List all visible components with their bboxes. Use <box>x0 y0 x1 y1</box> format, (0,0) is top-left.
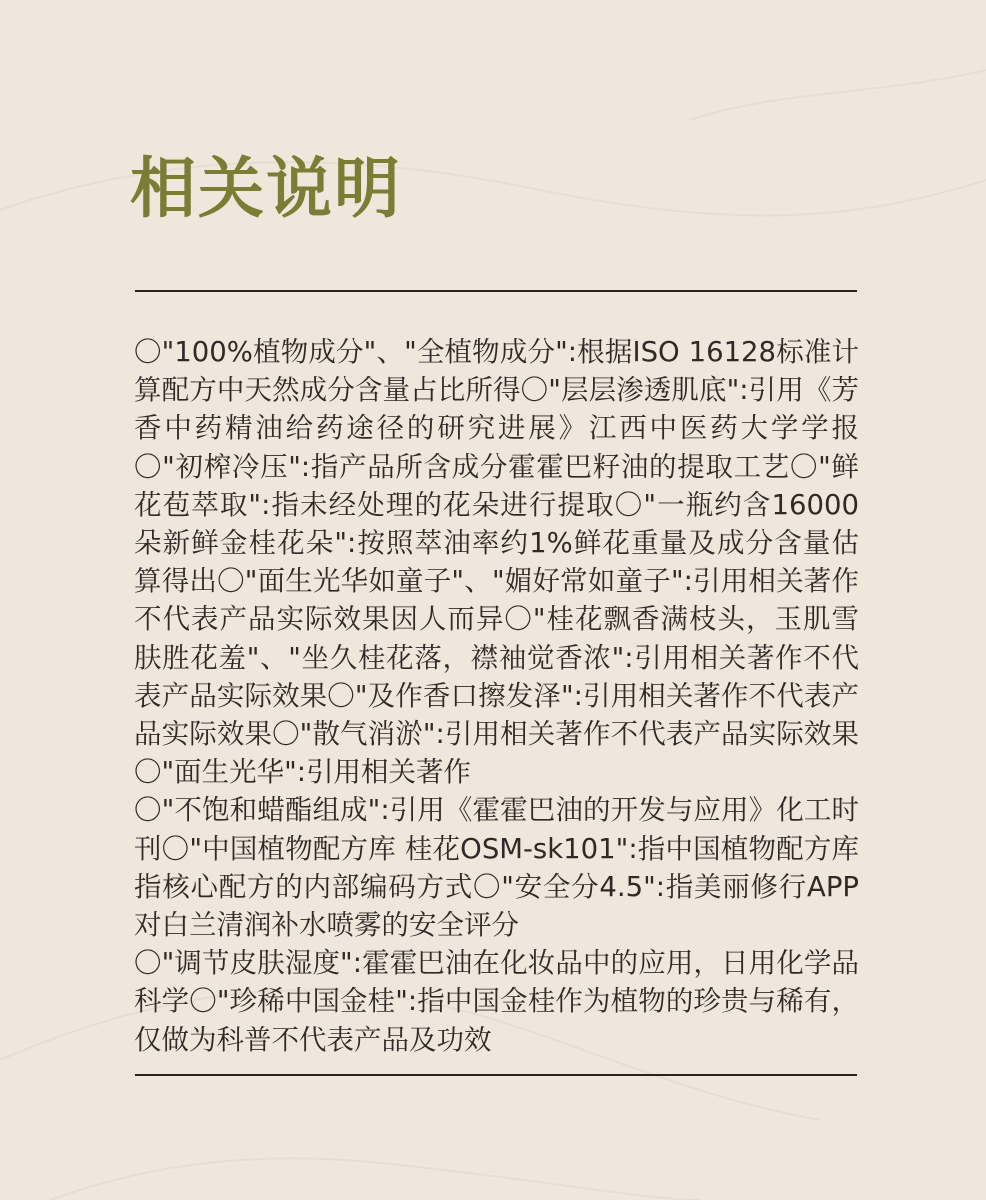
bottom-divider <box>135 1074 857 1076</box>
page-title: 相关说明 <box>130 150 402 227</box>
top-divider <box>135 290 857 292</box>
disclaimer-notes <box>134 333 859 1059</box>
notes-paragraph-3: 〇"调节皮肤湿度":霍霍巴油在化妆品中的应用，日用化学品科学〇"珍稀中国金桂":指中国金桂作为植物的珍贵与稀有，仅做为科普不代表产品及功效 <box>134 947 859 1056</box>
notes-paragraph-1: 〇"100%植物成分"、"全植物成分":根据ISO 16128标准计算配方中天然成分含量占比所得〇"层层渗透肌底":引用《芳香中药精油给药途径的研究进展》江西中医药大学学报〇"初榨冷压":指产品所含成分霍霍巴籽油的提取工艺〇"鲜花苞萃取":指未经处理的花朵进行提取〇"一瓶约含16000朵新鲜金桂花朵":按照萃油率约1%鲜花重量及成分含量估算得出〇"面生光华如童子"、"媚好常如童子":引用相关著作不代表产品实际效果因人而异〇"桂花飘香满枝头，玉肌雪肤胜花羞"、"坐久桂花落，襟袖觉香浓":引用相关著作不代表产品实际效果〇"及作香口擦发泽":引用相关著作不代表产品实际效果〇"散气消淤":引用相关著作不代表产品实际效果〇"面生光华":引用相关著作 <box>134 336 859 789</box>
notes-paragraph-2: 〇"不饱和蜡酯组成":引用《霍霍巴油的开发与应用》化工时刊〇"中国植物配方库 桂花OSM-sk101":指中国植物配方库指核心配方的内部编码方式〇"安全分4.5":指美丽修行APP对白兰清润补水喷雾的安全评分 <box>134 794 859 942</box>
